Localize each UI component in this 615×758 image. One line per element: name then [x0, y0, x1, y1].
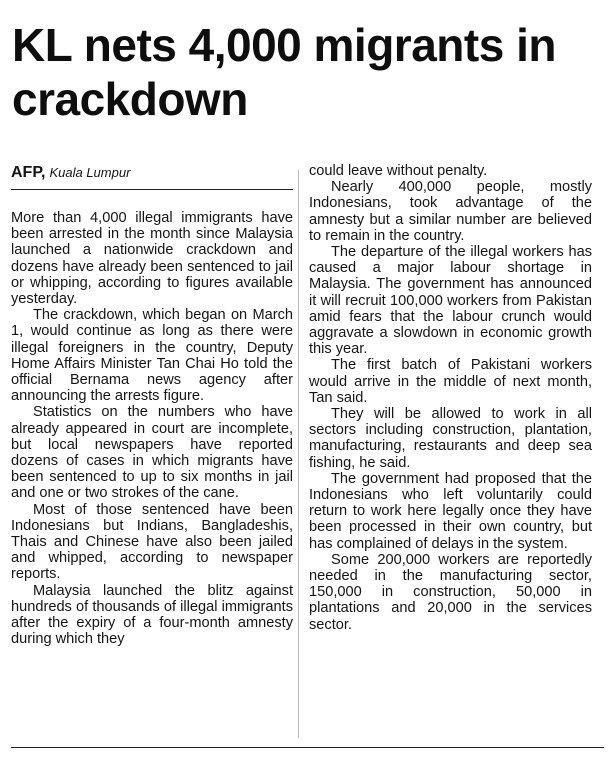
- article-column-right: [309, 163, 592, 633]
- article-paragraph: The government had proposed that the Indonesians who left voluntarily could return to work here legally once they have been processed in their own country, but has complained of delays in the system.: [309, 470, 592, 552]
- article-paragraph: Malaysia launched the blitz against hundreds of thousands of illegal immigrants after the expiry of a four-month amnesty during which they: [11, 582, 293, 648]
- article-paragraph: Some 200,000 workers are reportedly needed in the manufacturing sector, 150,000 in construction, 50,000 in plantations and 20,000 in the services sector.: [309, 551, 592, 633]
- column-divider: [298, 170, 299, 738]
- article-paragraph: could leave without penalty.: [309, 163, 488, 179]
- article-paragraph: More than 4,000 illegal immigrants have been arrested in the month since Malaysia launched a nationwide crackdown and dozens have already been sentenced to jail or whipping, according to figures available yesterday.: [11, 210, 293, 308]
- article-paragraph: Most of those sentenced have been Indonesians but Indians, Bangladeshis, Thais and Chinese have also been jailed and whipped, according to newspaper reports.: [11, 501, 293, 583]
- article-paragraph: Statistics on the numbers who have already appeared in court are incomplete, but local newspapers have reported dozens of cases in which migrants have been sentenced to up to six months in jail and one or two strokes of the cane.: [11, 404, 293, 502]
- article-paragraph: Nearly 400,000 people, mostly Indonesians, took advantage of the amnesty but a similar number are believed to remain in the country.: [309, 179, 592, 244]
- article-column-left: [11, 165, 293, 647]
- byline-agency: AFP,: [11, 164, 46, 181]
- article-paragraph: The crackdown, which began on March 1, would continue as long as there were illegal foreigners in the country, Deputy Home Affairs Minister Tan Chai Ho told the official Bernama news agency after announcing the arrests figure.: [11, 307, 293, 405]
- article-paragraph: The departure of the illegal workers has caused a major labour shortage in Malaysia. The government has announced it will recruit 100,000 workers from Pakistan amid fears that the labour crunch would aggravate a slowdown in economic growth this year.: [309, 244, 592, 358]
- bottom-rule: [11, 747, 604, 748]
- byline: [11, 165, 293, 190]
- article-paragraph: They will be allowed to work in all sectors including construction, plantation, manufacturing, restaurants and deep sea fishing, he said.: [309, 406, 592, 471]
- byline-location: Kuala Lumpur: [49, 165, 131, 180]
- headline: KL nets 4,000 migrants in crackdown: [12, 19, 556, 125]
- article-paragraph: The first batch of Pakistani workers would arrive in the middle of next month, Tan said.: [309, 357, 592, 406]
